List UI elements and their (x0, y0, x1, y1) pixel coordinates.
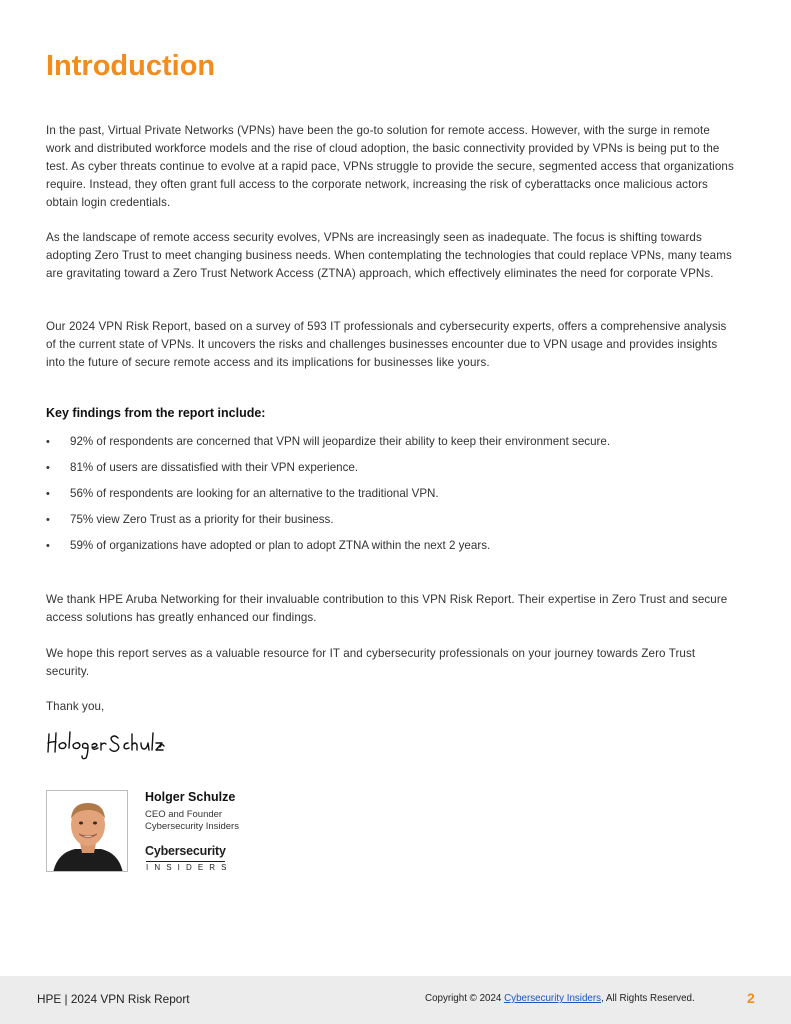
bullet-icon: • (46, 462, 50, 474)
cybersecurity-insiders-logo (145, 844, 265, 874)
intro-paragraph-3: Our 2024 VPN Risk Report, based on a survey of 593 IT professionals and cybersecurity experts, offers a comprehensive analysis of the current state of VPNs. It uncovers the risks and challenges businesses encounter due to VPN usage and provides insights into the future of secure remote access and its implications for businesses like yours. (46, 320, 727, 369)
page-footer (0, 976, 791, 1024)
list-item-text: 92% of respondents are concerned that VPN will jeopardize their ability to keep their environment secure. (70, 435, 611, 448)
intro-paragraph-1: In the past, Virtual Private Networks (VPNs) have been the go-to solution for remote access. However, with the surge in remote work and distributed workforce models and the rise of cloud adoption, the basic connectivity provided by VPNs is being put to the test. As cyber threats continue to evolve at a rapid pace, VPNs struggle to provide the secure, segmented access that organizations require. Instead, they often grant full access to the corporate network, increasing the risk of cyberattacks once malicious actors obtain login credentials. (46, 124, 734, 209)
copyright-suffix: , All Rights Reserved. (601, 993, 695, 1004)
author-organization: Cybersecurity Insiders (145, 821, 239, 832)
logo-divider (146, 861, 225, 862)
page-title: Introduction (46, 50, 216, 82)
list-item-text: 56% of respondents are looking for an alternative to the traditional VPN. (70, 487, 439, 500)
logo-text-bottom: INSIDERS (146, 863, 233, 872)
bullet-icon: • (46, 540, 50, 552)
list-item-text: 81% of users are dissatisfied with their VPN experience. (70, 461, 359, 474)
author-role: CEO and Founder (145, 809, 223, 820)
thank-you-line: Thank you, (46, 700, 105, 713)
cybersecurity-insiders-link[interactable]: Cybersecurity Insiders (504, 993, 602, 1004)
logo-text-top: Cybersecurity (145, 844, 226, 858)
list-item (46, 485, 736, 511)
author-name: Holger Schulze (145, 790, 236, 804)
handwritten-signature-icon (46, 728, 166, 762)
bullet-icon: • (46, 436, 50, 448)
person-portrait-icon (47, 791, 128, 872)
hope-paragraph: We hope this report serves as a valuable resource for IT and cybersecurity professionals on your journey towards Zero Trust security. (46, 647, 696, 678)
list-item (46, 511, 736, 537)
footer-copyright (425, 993, 695, 1004)
list-item (46, 537, 736, 563)
list-item (46, 433, 736, 459)
list-item (46, 459, 736, 485)
intro-paragraph-2: As the landscape of remote access security evolves, VPNs are increasingly seen as inadequate. The focus is shifting towards adopting Zero Trust to meet changing business needs. When contemplating the technologies that could replace VPNs, many teams are gravitating toward a Zero Trust Network Access (ZTNA) approach, which effectively eliminates the need for corporate VPNs. (46, 231, 732, 280)
list-item-text: 59% of organizations have adopted or plan to adopt ZTNA within the next 2 years. (70, 539, 491, 552)
bullet-icon: • (46, 488, 50, 500)
bullet-icon: • (46, 514, 50, 526)
list-item-text: 75% view Zero Trust as a priority for their business. (70, 513, 334, 526)
key-findings-heading: Key findings from the report include: (46, 406, 266, 420)
thanks-paragraph: We thank HPE Aruba Networking for their invaluable contribution to this VPN Risk Report. Their expertise in Zero Trust and secure access solutions has greatly enhanced our findings. (46, 593, 728, 624)
copyright-prefix: Copyright © 2024 (425, 993, 505, 1004)
footer-report-title: HPE | 2024 VPN Risk Report (37, 992, 190, 1006)
page-number: 2 (747, 990, 755, 1006)
author-photo (46, 790, 128, 872)
key-findings-list (46, 433, 736, 563)
